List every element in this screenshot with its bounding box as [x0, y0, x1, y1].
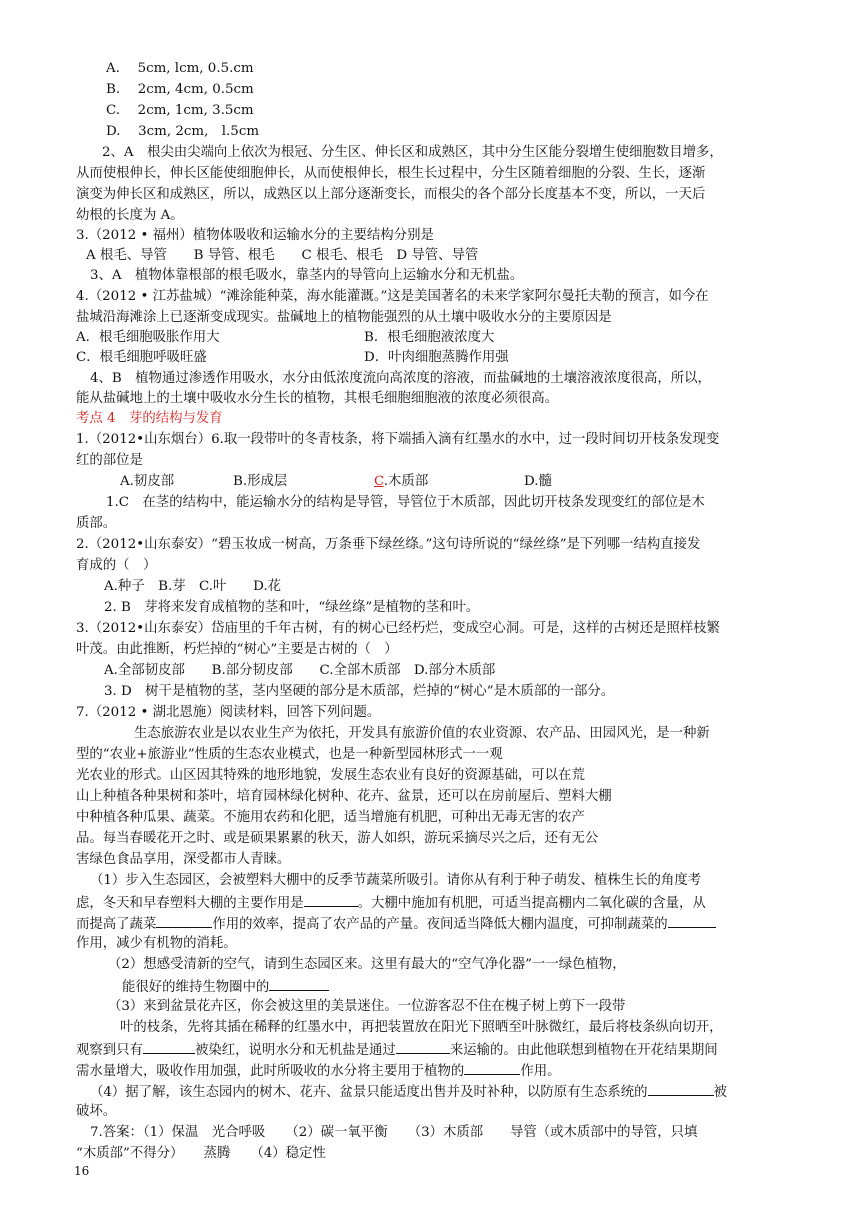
answer-4-line-1: 4、B 植物通过渗透作用吸水，水分由低浓度流向高浓度的溶液，而盐碱地的土壤溶液浓度很高，所以， — [90, 371, 711, 386]
answer-blank — [143, 1039, 195, 1054]
bud-question-1-option-d: D.髓 — [524, 474, 552, 489]
option-c: C. 2cm, 1cm, 3.5cm — [106, 103, 254, 118]
passage-line-7: 害绿色食品享用，深受都市人青睐。 — [76, 852, 291, 867]
question-4-line-2: 盐城沿海滩涂上已逐渐变成现实。盐碱地上的植物能强烈的从土壤中吸收水分的主要原因是 — [76, 310, 612, 325]
answer-2-line-2: 从而使根伸长，伸长区能使细胞伸长，从而使根伸长，根生长过程中，分生区随着细胞的分裂、生长，逐渐 — [76, 166, 706, 181]
question-4-option-b: B．根毛细胞液浓度大 — [364, 330, 495, 345]
bud-answer-2: 2. B 芽将来发育成植物的茎和叶，“绿丝绦”是植物的茎和叶。 — [104, 600, 480, 615]
subquestion-1-line-2 — [76, 892, 706, 914]
text-segment: 需水量增大，吸收作用加强，此时所吸收的水分将主要用于植物的 — [76, 1064, 465, 1079]
bud-answer-1-line-1: 1.C 在茎的结构中，能运输水分的结构是导管，导管位于木质部，因此切开枝条发现变红的部位是木 — [106, 495, 705, 510]
passage-line-4: 山上种植各种果树和茶叶，培育园林绿化树种、花卉、盆景，还可以在房前屋后、塑料大棚 — [76, 789, 612, 804]
bud-question-3-options: A.全部韧皮部 B.部分韧皮部 C.全部木质部 D.部分木质部 — [104, 663, 496, 678]
question-4-line-1: 4.（2012 • 江苏盐城）“滩涂能种菜，海水能灌溉。”这是美国著名的未来学家阿尔曼托夫勒的预言，如今在 — [76, 289, 709, 304]
text-segment: 被 — [713, 1085, 727, 1100]
answer-blank — [668, 913, 716, 928]
answer-3: 3、A 植物体靠根部的根毛吸水，靠茎内的导管向上运输水分和无机盐。 — [90, 268, 524, 283]
subquestion-4-line-2: 破坏。 — [76, 1104, 117, 1119]
answer-blank — [648, 1081, 714, 1096]
answer-7-line-1: 7.答案：（1）保温 光合呼吸 （2）碳一氧平衡 （3）木质部 导管（或木质部中的导管，只填 — [90, 1125, 698, 1140]
bud-answer-1-line-2: 质部。 — [76, 516, 117, 531]
correct-answer-mark: C — [374, 474, 384, 489]
subquestion-3-line-3 — [76, 1039, 718, 1061]
answer-7-line-2: “木质部”不得分） 蒸腾 （4）稳定性 — [76, 1146, 326, 1161]
bud-question-1-option-a: A.韧皮部 — [120, 474, 175, 489]
passage-line-6: 品。每当春暖花开之时、或是硕果累累的秋天，游人如织，游玩采摘尽兴之后，还有无公 — [76, 831, 599, 846]
question-4-option-d: D．叶肉细胞蒸腾作用强 — [364, 350, 509, 365]
option-d: D. 3cm, 2cm, l.5cm — [106, 124, 260, 139]
passage-line-2: 型的“农业+旅游业”性质的生态农业模式，也是一种新型园林形式一一观 — [76, 747, 503, 762]
text-segment: 来运输的。由此他联想到植物在开花结果期间 — [449, 1043, 718, 1058]
answer-4-line-2: 能从盐碱地上的土壤中吸收水分生长的植物，其根毛细胞细胞液的浓度必须很高。 — [76, 391, 559, 406]
text-segment: （4）据了解，该生态园内的树木、花卉、盆景只能适度出售并及时补种，以防原有生态系统的 — [90, 1085, 648, 1100]
bud-question-1-line-1: 1.（2012•山东烟台）6.取一段带叶的冬青枝条，将下端插入滴有红墨水的水中，过一段时间切开枝条发现变 — [76, 432, 720, 447]
subquestion-2-line-2 — [122, 976, 329, 998]
passage-line-3: 光农业的形式。山区因其特殊的地形地貌，发展生态农业有良好的资源基础，可以在荒 — [76, 768, 585, 783]
answer-2-line-3: 演变为伸长区和成熟区，所以，成熟区以上部分逐渐变长，而根尖的各个部分长度基本不变，所以，一天后 — [76, 187, 706, 202]
passage-line-5: 中种植各种瓜果、蔬菜。不施用农药和化肥，适当增施有机肥，可种出无毒无害的农产 — [76, 810, 585, 825]
option-a: A. 5cm, lcm, 0.5.cm — [106, 61, 254, 76]
answer-2-line-1: 2、A 根尖由尖端向上依次为根冠、分生区、伸长区和成熟区，其中分生区能分裂增生使细胞数目增多， — [102, 145, 723, 160]
subquestion-2-line-1: （2）想感受清新的空气，请到生态园区来。这里有最大的“空气净化器”一一绿色植物， — [108, 957, 626, 972]
bud-question-3-line-1: 3.（2012•山东泰安）岱庙里的千年古树，有的树心已经朽烂，变成空心洞。可是，这样的古树还是照样枝繁 — [76, 621, 720, 636]
subquestion-3-line-4 — [76, 1060, 561, 1082]
bud-answer-3: 3. D 树干是植物的茎，茎内坚硬的部分是木质部，烂掉的“树心”是木质部的一部分。 — [104, 684, 615, 699]
question-7-title: 7.（2012 • 湖北恩施）阅读材料，回答下列问题。 — [76, 705, 381, 720]
answer-2-line-4: 幼根的长度为 A。 — [76, 208, 184, 223]
subquestion-3-line-2: 叶的枝条，先将其插在稀释的红墨水中，再把装置放在阳光下照晒至叶脉微红，最后将枝条纵向切开， — [120, 1020, 723, 1035]
text-segment: 观察到只有 — [76, 1043, 143, 1058]
bud-question-2-line-1: 2.（2012•山东泰安）“碧玉妆成一树高，万条垂下绿丝绦。”这句诗所说的“绿丝绦”是下列哪一结构直接发 — [76, 537, 701, 552]
subquestion-1-line-3 — [76, 913, 716, 935]
subquestion-3-line-1: （3）来到盆景花卉区，你会被这里的美景迷住。一位游客忍不住在槐子树上剪下一段带 — [108, 999, 626, 1014]
bud-question-3-line-2: 叶茂。由此推断，朽烂掉的“树心”主要是古树的（ ） — [76, 642, 398, 657]
text-segment: 被染红，说明水分和无机盐是通过 — [194, 1043, 396, 1058]
answer-blank — [269, 976, 329, 991]
answer-blank — [304, 892, 358, 907]
subquestion-1-line-4: 作用，减少有机物的消耗。 — [76, 936, 237, 951]
text-segment: 虑，冬天和早春塑料大棚的主要作用是 — [76, 896, 304, 911]
bud-question-1-option-b: B.形成层 — [233, 474, 288, 489]
bud-question-2-options: A.种子 B.芽 C.叶 D.花 — [104, 579, 282, 594]
question-4-option-a: A．根毛细胞吸胀作用大 — [76, 330, 220, 345]
text-segment: 能很好的维持生物圈中的 — [122, 980, 270, 995]
text-segment: 而提高了蔬菜 — [76, 917, 157, 932]
bud-question-1-line-2: 红的部位是 — [76, 453, 143, 468]
text-segment: 作用的效率，提高了农产品的产量。夜间适当降低大棚内温度，可抑制蔬菜的 — [212, 917, 668, 932]
subquestion-4-line-1 — [90, 1081, 727, 1103]
section-heading: 考点 4 芽的结构与发育 — [76, 411, 223, 426]
answer-blank — [464, 1060, 520, 1075]
question-4-option-c: C．根毛细胞呼吸旺盛 — [76, 350, 207, 365]
option-b: B. 2cm, 4cm, 0.5cm — [106, 82, 254, 97]
page-number: 16 — [74, 1164, 90, 1178]
text-segment: 作用。 — [520, 1064, 561, 1079]
passage-line-1: 生态旅游农业是以农业生产为依托，开发具有旅游价值的农业资源、农产品、田园风光，是一种新 — [134, 726, 710, 741]
text-segment: 。大棚中施加有机肥，可适当提高棚内二氧化碳的含量，从 — [357, 896, 706, 911]
option-c-text: .木质部 — [383, 474, 429, 489]
bud-question-1-option-c — [374, 472, 428, 492]
answer-blank — [396, 1039, 450, 1054]
bud-question-2-line-2: 育成的（ ） — [76, 558, 157, 573]
answer-blank — [156, 913, 212, 928]
question-3: 3.（2012 • 福州）植物体吸收和运输水分的主要结构分别是 — [76, 228, 434, 243]
question-3-options: A 根毛、导管 B 导管、根毛 C 根毛、根毛 D 导管、导管 — [86, 248, 479, 263]
subquestion-1-line-1: （1）步入生态园区，会被塑料大棚中的反季节蔬菜所吸引。请你从有利于种子萌发、植株生长的角度考 — [90, 873, 702, 888]
